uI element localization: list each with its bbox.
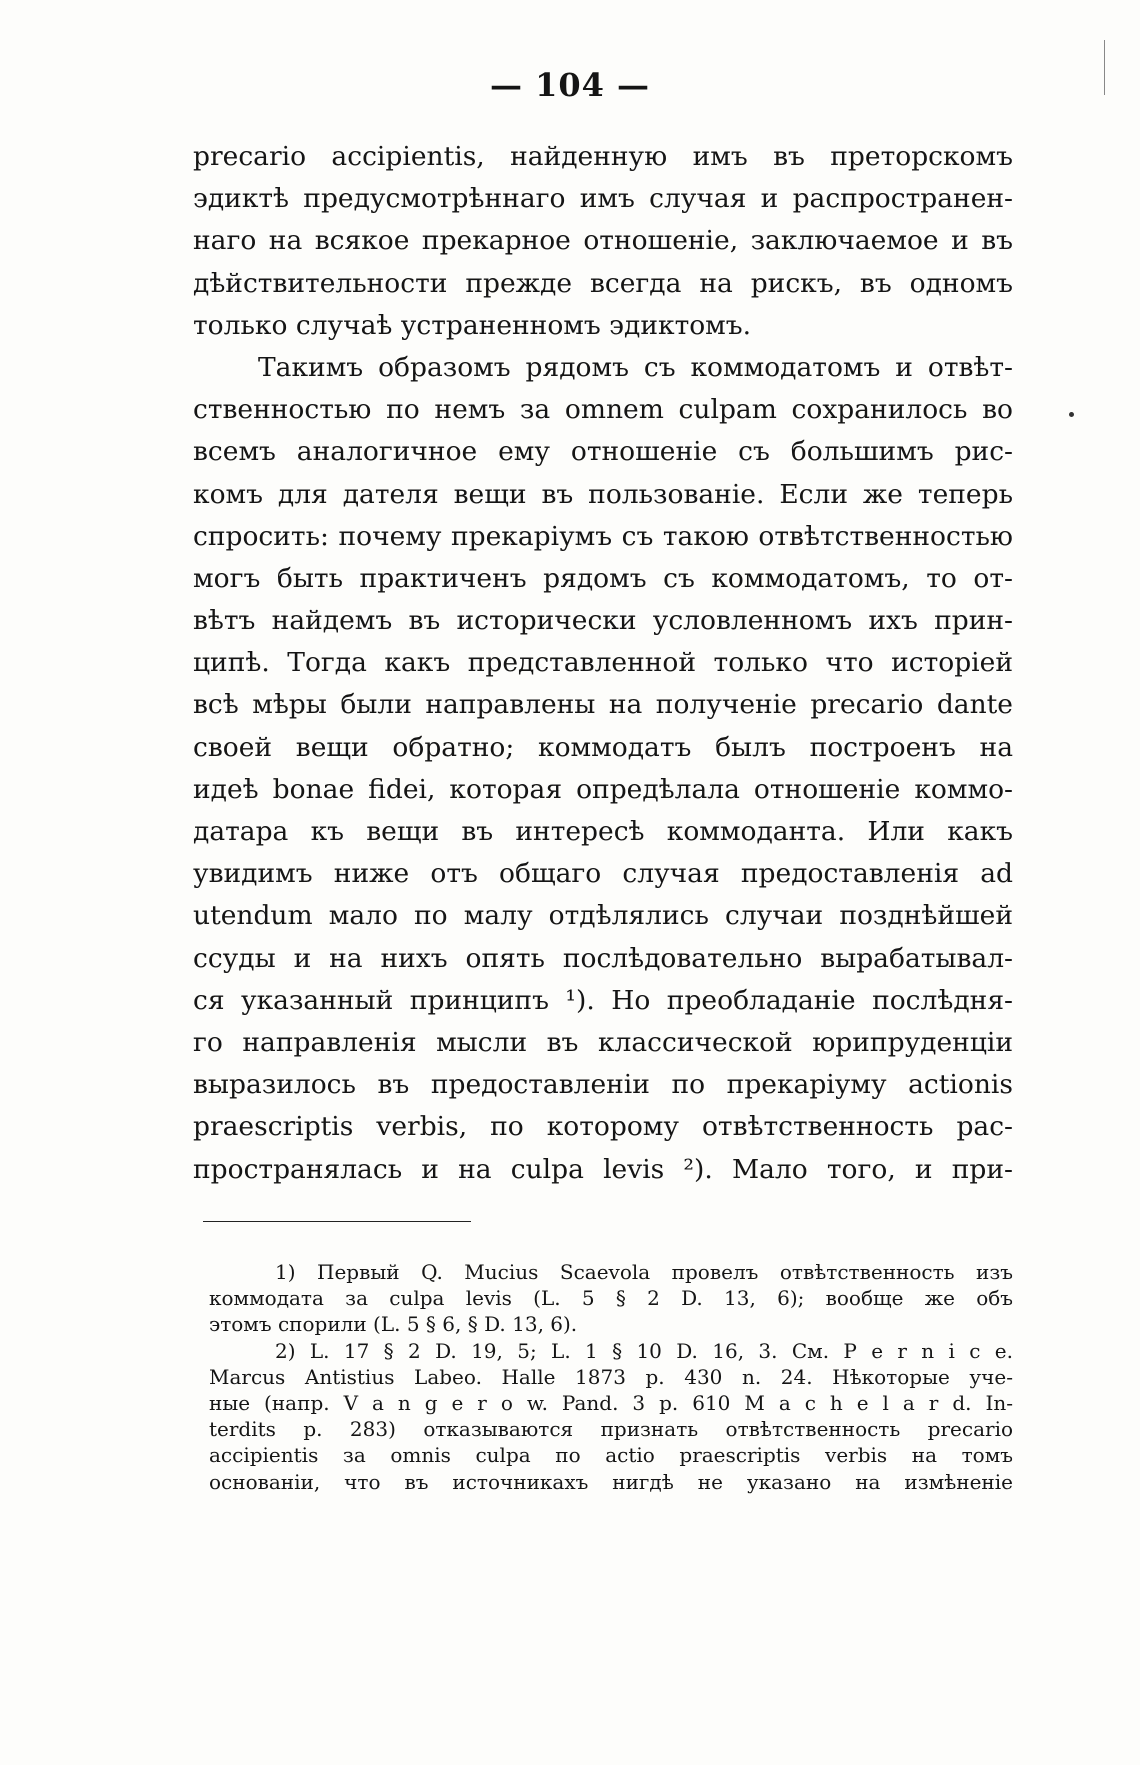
text-line: utendum мало по малу отдѣлялись случаи позднѣйшей — [193, 900, 1013, 932]
margin-ink-dot — [1069, 412, 1074, 417]
text-line: ссуды и на нихъ опять послѣдовательно вырабатывал- — [193, 942, 1013, 974]
page-number: — 104 — — [489, 66, 651, 104]
text-line: датара къ вещи въ интересѣ коммоданта. Или какъ — [193, 816, 1013, 847]
text-line: спросить: почему прекаріумъ съ такою отвѣтственностью — [193, 520, 1013, 552]
text-line: комъ для дателя вещи въ пользованіе. Если же теперь — [193, 478, 1013, 510]
text-line: дѣйствительности прежде всегда на рискъ, въ одномъ — [193, 267, 1013, 299]
text-line: всемъ аналогичное ему отношеніе съ большимъ рис- — [193, 436, 1013, 468]
footnote-line: ные (напр. V a n g e r o w. Pand. 3 p. 610 M a c h e l a r d. In- — [209, 1390, 1013, 1415]
text-line: могъ быть практиченъ рядомъ съ коммодатомъ, то от- — [193, 562, 1013, 594]
text-line: Такимъ образомъ рядомъ съ коммодатомъ и отвѣт- — [258, 351, 1013, 383]
text-line: увидимъ ниже отъ общаго случая предоставленія ad — [193, 858, 1013, 890]
text-line: всѣ мѣры были направлены на полученіе precario dante — [193, 689, 1013, 721]
footnote-line: 2) L. 17 § 2 D. 19, 5; L. 1 § 10 D. 16, 3. См. P e r n i c e. — [275, 1338, 1013, 1363]
text-line: выразилось въ предоставленіи по прекаріуму actionis — [193, 1069, 1013, 1101]
main-text-block — [193, 136, 1013, 1191]
text-line: praescriptis verbis, по которому отвѣтственность рас- — [193, 1111, 1013, 1143]
text-line: ся указанный принципъ ¹). Но преобладаніе послѣдня- — [193, 984, 1013, 1016]
text-line: го направленія мысли въ классической юрипруденціи — [193, 1026, 1013, 1058]
footnotes-block — [209, 1259, 1013, 1495]
footnote-line: коммодата за culpa levis (L. 5 § 2 D. 13, 6); вообще же объ — [209, 1286, 1013, 1311]
text-line: ципѣ. Тогда какъ представленной только что исторіей — [193, 647, 1013, 679]
footnote-line: Marcus Antistius Labeo. Halle 1873 p. 430 n. 24. Нѣкоторые уче- — [209, 1364, 1013, 1389]
footnote-line: этомъ спорили (L. 5 § 6, § D. 13, 6). — [209, 1312, 578, 1337]
text-line: своей вещи обратно; коммодатъ былъ построенъ на — [193, 731, 1013, 763]
footnote-line: accipientis за omnis culpa по actio praescriptis verbis на томъ — [209, 1443, 1013, 1468]
text-line: наго на всякое прекарное отношеніе, заключаемое и въ — [193, 225, 1013, 257]
text-line: эдиктѣ предусмотрѣннаго имъ случая и распространен- — [193, 183, 1013, 215]
footnote-separator — [203, 1221, 471, 1222]
footnote-line: 1) Первый Q. Mucius Scaevola провелъ отвѣтственность изъ — [275, 1260, 1013, 1284]
text-line: идеѣ bonae fidei, которая опредѣлала отношеніе коммо- — [193, 773, 1013, 805]
text-line: ственностью по немъ за omnem culpam сохранилось во — [193, 394, 1013, 426]
text-line: пространялась и на culpa levis ²). Мало того, и при- — [193, 1153, 1013, 1185]
text-line: precario accipientis, найденную имъ въ преторскомъ — [193, 141, 1013, 172]
text-line: только случаѣ устраненномъ эдиктомъ. — [193, 309, 752, 341]
text-line: вѣтъ найдемъ въ исторически условленномъ ихъ прин- — [193, 605, 1013, 637]
footnote-line: terdits p. 283) отказываются признать отвѣтственность precario — [209, 1417, 1013, 1442]
footnote-line: основаніи, что въ источникахъ нигдѣ не указано на измѣненіе — [209, 1469, 1013, 1494]
